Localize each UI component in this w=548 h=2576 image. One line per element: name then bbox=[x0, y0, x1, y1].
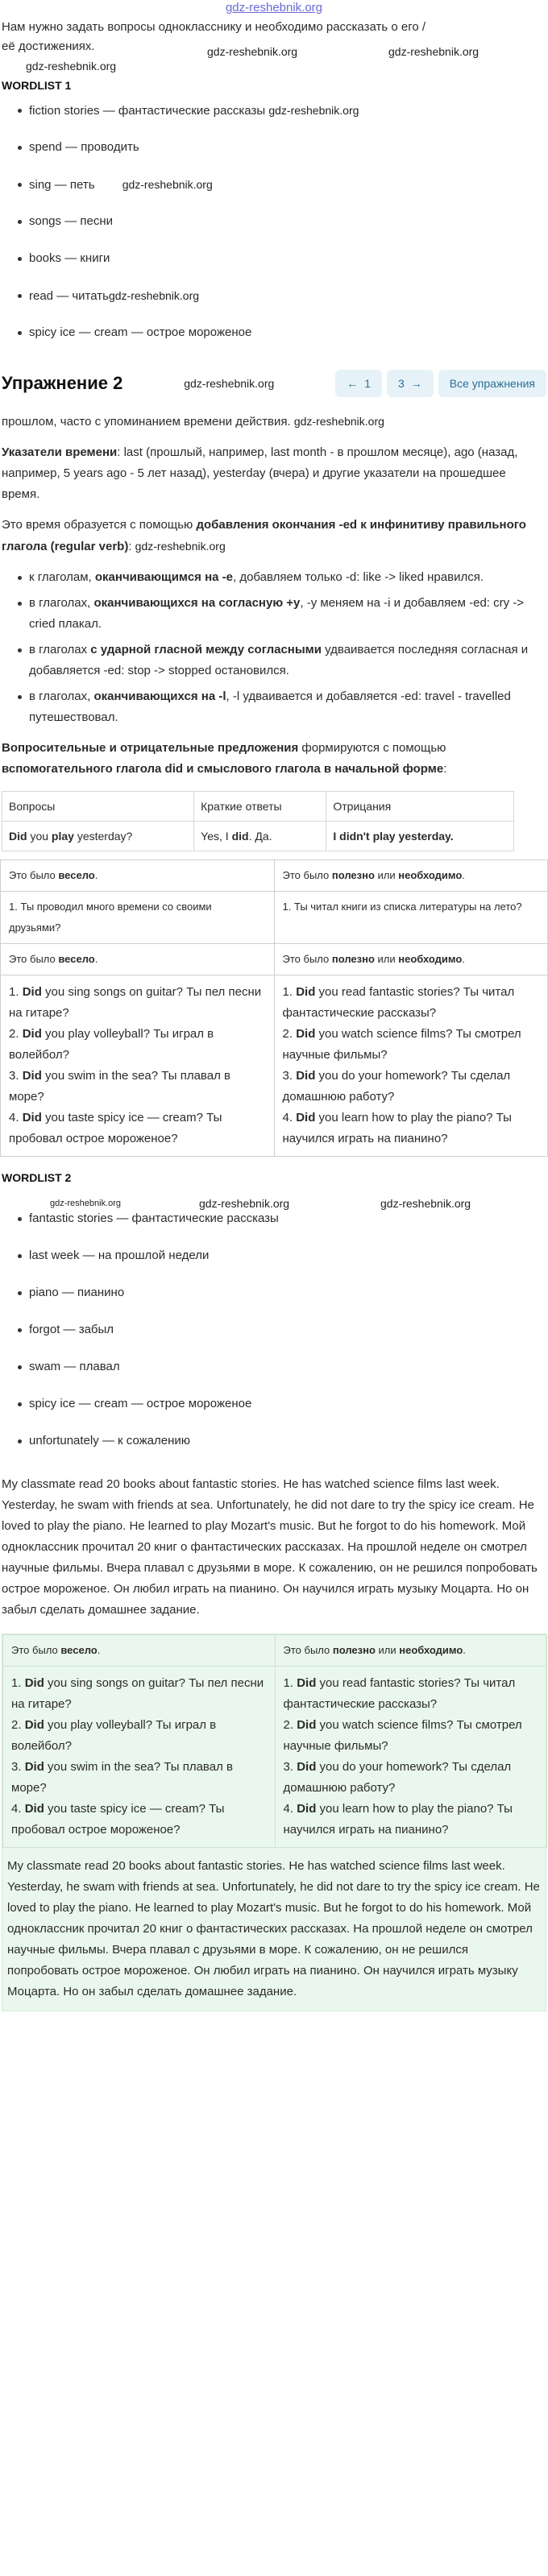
table-row bbox=[2, 822, 514, 851]
table-row bbox=[1, 860, 548, 892]
table-row bbox=[1, 975, 548, 1157]
exercise-nav-row bbox=[2, 366, 546, 401]
watermark: gdz-reshebnik.org bbox=[380, 1197, 471, 1210]
watermark: gdz-reshebnik.org bbox=[207, 45, 298, 58]
intro-line-1: Нам нужно задать вопросы однокласснику и необходимо рассказать о его / bbox=[2, 20, 426, 34]
top-watermark[interactable]: gdz-reshebnik.org bbox=[225, 1, 323, 14]
answers-grid bbox=[2, 1634, 547, 1848]
table-header-cell: Это было полезно или необходимо. bbox=[274, 944, 548, 975]
watermark: gdz-reshebnik.org bbox=[26, 60, 117, 72]
table-header-cell: Отрицания bbox=[326, 792, 514, 822]
all-exercises-button[interactable]: Все упражнения bbox=[438, 370, 546, 397]
table-header-cell: Это было весело. bbox=[3, 1635, 276, 1667]
table-header-cell: Это было весело. bbox=[1, 860, 275, 892]
prev-exercise-button[interactable]: ← 1 bbox=[335, 370, 382, 397]
list-item: read — читатьgdz-reshebnik.org bbox=[18, 287, 546, 324]
list-item: fiction stories — фантастические рассказы gdz-reshebnik.org bbox=[18, 101, 546, 139]
table-header-cell: Краткие ответы bbox=[194, 792, 326, 822]
table-cell: Yes, I did. Да. bbox=[194, 822, 326, 851]
table-row bbox=[1, 944, 548, 975]
list-item: к глаголам, оканчивающимся на -е, добавляем только -d: like -> liked нравился. bbox=[18, 567, 546, 588]
table-cell: 1. Did you sing songs on guitar? Ты пел песни на гитаре? 2. Did you play volleyball? Ты играл в волейбол? 3. Did you swim in the sea? Ты плавал в море? 4. Did you taste spicy ice — cream? Ты пробовал острое мороженое? bbox=[3, 1667, 276, 1848]
list-item: unfortunately — к сожалению bbox=[18, 1432, 546, 1469]
list-item: forgot — забыл bbox=[18, 1321, 546, 1358]
table-header-cell: Это было полезно или необходимо. bbox=[274, 860, 548, 892]
list-item: swam — плавал bbox=[18, 1358, 546, 1395]
table-header-cell: Это было весело. bbox=[1, 944, 275, 975]
list-item: в глаголах, оканчивающихся на -l, -l удваивается и добавляется -ed: travel - travelled путешествовал. bbox=[18, 686, 546, 728]
watermark: gdz-reshebnik.org bbox=[108, 289, 200, 302]
list-item: в глаголах, оканчивающихся на согласную +y, -y меняем на -i и добавляем -ed: cry -> cried плакал. bbox=[18, 593, 546, 635]
watermark: gdz-reshebnik.org bbox=[135, 540, 226, 553]
watermark: gdz-reshebnik.org bbox=[122, 178, 213, 191]
list-item: piano — пианино bbox=[18, 1284, 546, 1321]
story-text: My classmate read 20 books about fantastic stories. He has watched science films last week. Yesterday, he swam with friends at sea. Unfortunately, he did not dare to try the spicy ice cream. He loved to play the piano. He learned to play Mozart's music. But he forgot to do his homework. Мой одноклассник прочитал 20 книг о фантастических рассказах. На прошлой неделе он смотрел научные фильмы. Вчера плавал с друзьями в море. К сожалению, он не решился попробовать острое мороженое. Он любил играть на пианино. Он научился играть музыку Моцарта. Но он забыл сделать домашнее задание. bbox=[7, 1859, 540, 1998]
table-cell: 1. Did you read fantastic stories? Ты читал фантастические рассказы? 2. Did you watch science films? Ты смотрел научные фильмы? 3. Did you do your homework? Ты сделал домашнюю работу? 4. Did you learn how to play the piano? Ты научился играть на пианино? bbox=[275, 1667, 547, 1848]
watermark: gdz-reshebnik.org bbox=[388, 45, 480, 58]
wordlist-2 bbox=[2, 1210, 546, 1469]
table-cell: 1. Did you read fantastic stories? Ты читал фантастические рассказы? 2. Did you watch science films? Ты смотрел научные фильмы? 3. Did you do your homework? Ты сделал домашнюю работу? 4. Did you learn how to play the piano? Ты научился играть на пианино? bbox=[274, 975, 548, 1157]
list-item: books — книги bbox=[18, 250, 546, 287]
table-row bbox=[3, 1667, 547, 1848]
watermark: gdz-reshebnik.org bbox=[50, 1199, 122, 1208]
table-header-cell: Это было полезно или необходимо. bbox=[275, 1635, 547, 1667]
list-item: spicy ice — cream — острое мороженое bbox=[18, 1395, 546, 1432]
grammar-formation: Это время образуется с помощью добавления окончания -ed к инфинитиву правильного глагола (regular verb): gdz-reshebnik.org bbox=[2, 518, 526, 553]
arrow-left-icon: ← bbox=[347, 377, 359, 390]
table-header-cell: Вопросы bbox=[2, 792, 194, 822]
table-cell: I didn't play yesterday. bbox=[326, 822, 514, 851]
watermark: gdz-reshebnik.org bbox=[268, 104, 359, 117]
task-grid bbox=[0, 859, 548, 1157]
story-text: My classmate read 20 books about fantastic stories. He has watched science films last week. Yesterday, he swam with friends at sea. Unfortunately, he did not dare to try the spicy ice cream. He loved to play the piano. He learned to play Mozart's music. But he forgot to do his homework. Мой одноклассник прочитал 20 книг о фантастических рассказах. На прошлой неделе он смотрел научные фильмы. Вчера плавал с друзьями в море. К сожалению, он не решился попробовать острое мороженое. Он любил играть на пианино. Он научился играть музыку Моцарта. Но он забыл сделать домашнее задание. bbox=[2, 1477, 538, 1617]
exercise-title: Упражнение 2 bbox=[2, 373, 123, 393]
wordlist-1-title: WORDLIST 1 bbox=[2, 79, 72, 92]
grammar-rules bbox=[2, 567, 546, 728]
exercise-nav bbox=[335, 370, 546, 397]
next-exercise-button[interactable]: 3 → bbox=[387, 370, 434, 397]
list-item: fantastic stories — фантастические рассказы bbox=[18, 1210, 546, 1247]
intro-line-2: её достижениях. bbox=[2, 39, 95, 53]
list-item: last week — на прошлой недели bbox=[18, 1247, 546, 1284]
table-cell: 1. Ты читал книги из списка литературы на лето? bbox=[274, 892, 548, 944]
table-cell: 1. Ты проводил много времени со своими друзьями? bbox=[1, 892, 275, 944]
grammar-markers: Указатели времени: last (прошлый, например, last month - в прошлом месяце), ago (назад, например, 5 years ago - 5 лет назад), yesterday (вчера) и другие указатели на прошедшее время. bbox=[2, 445, 518, 501]
wordlist-2-title: WORDLIST 2 bbox=[2, 1171, 72, 1184]
list-item: spend — проводить bbox=[18, 139, 546, 176]
table-row bbox=[1, 892, 548, 944]
list-item: в глаголах с ударной гласной между согласными удваивается последняя согласная и добавляется -ed: stop -> stopped остановился. bbox=[18, 640, 546, 681]
watermark: gdz-reshebnik.org bbox=[199, 1197, 290, 1210]
table-row bbox=[3, 1635, 547, 1667]
table-cell: Did you play yesterday? bbox=[2, 822, 194, 851]
list-item: spicy ice — cream — острое мороженое bbox=[18, 324, 546, 361]
arrow-right-icon: → bbox=[410, 377, 422, 390]
list-item: sing — петь gdz-reshebnik.org bbox=[18, 176, 546, 213]
grammar-negation: Вопросительные и отрицательные предложения формируются с помощью вспомогательного глагола did и смыслового глагола в начальной форме: bbox=[2, 741, 447, 776]
qa-table bbox=[2, 791, 514, 851]
watermark: gdz-reshebnik.org bbox=[293, 415, 384, 428]
answer-box bbox=[2, 1634, 546, 2011]
table-row bbox=[2, 792, 514, 822]
table-cell: 1. Did you sing songs on guitar? Ты пел песни на гитаре? 2. Did you play volleyball? Ты играл в волейбол? 3. Did you swim in the sea? Ты плавал в море? 4. Did you taste spicy ice — cream? Ты пробовал острое мороженое? bbox=[1, 975, 275, 1157]
watermark: gdz-reshebnik.org bbox=[184, 377, 275, 390]
grammar-past-text: прошлом, часто с упоминанием времени действия. gdz-reshebnik.org bbox=[2, 415, 384, 429]
list-item: songs — песни bbox=[18, 213, 546, 250]
watermark-row bbox=[2, 1194, 546, 1210]
wordlist-1 bbox=[2, 101, 546, 361]
